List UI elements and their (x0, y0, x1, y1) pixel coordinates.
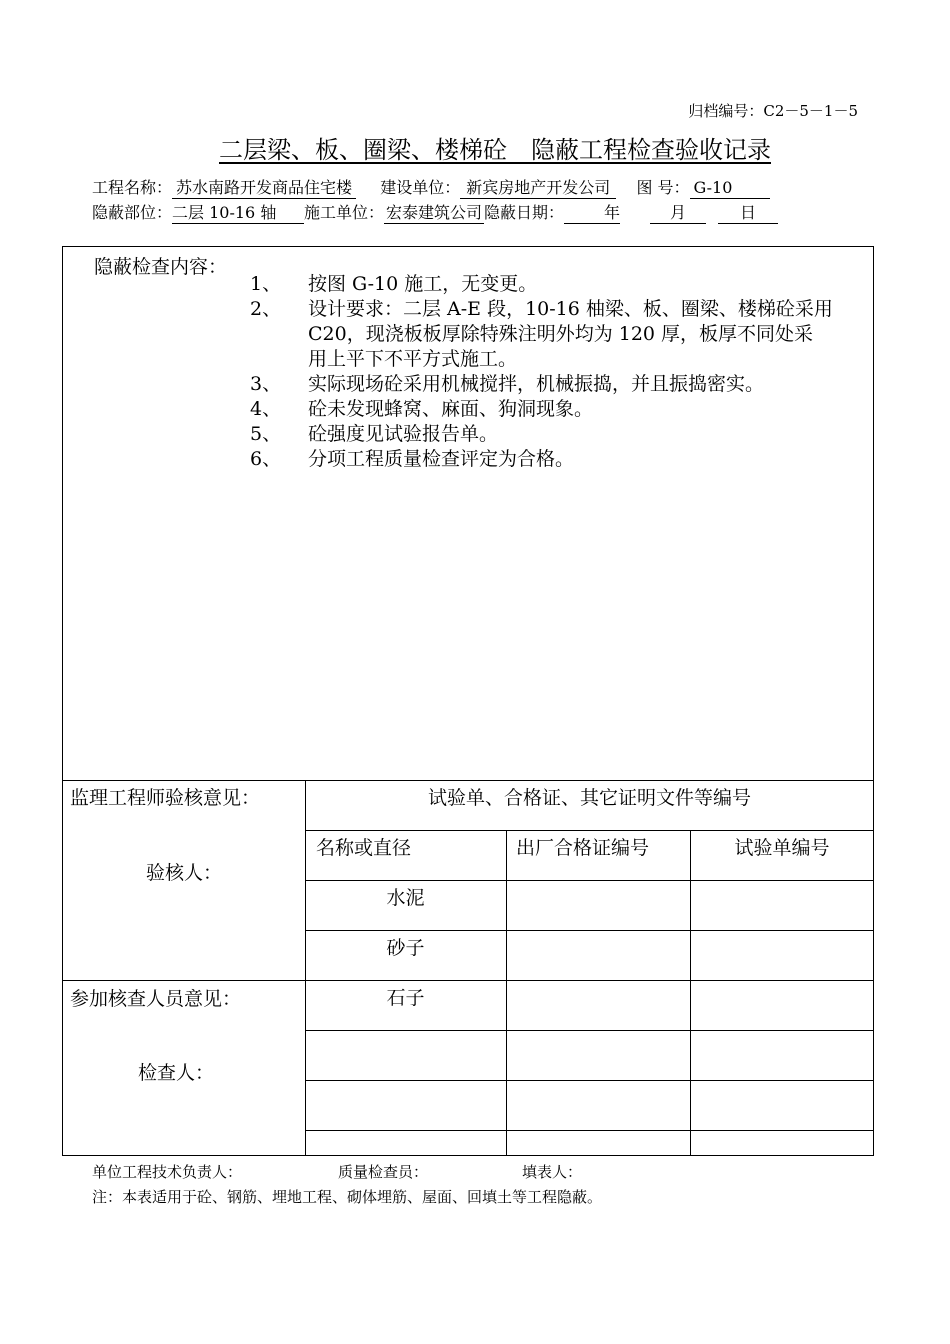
inspector-label: 检查人： (138, 1062, 215, 1084)
right-row-line-2 (305, 880, 874, 881)
content-item-2 (250, 297, 833, 372)
item-number: 5、 (250, 423, 282, 445)
archive-number: 归档编号：C2－5－1－5 (688, 102, 858, 120)
supervisor-opinion-label: 监理工程师验核意见： (70, 787, 261, 809)
right-row-line-5 (305, 1030, 874, 1031)
item-number: 3、 (250, 373, 282, 395)
item-number: 4、 (250, 398, 282, 420)
date-month: 月 (650, 203, 706, 224)
right-row-line-6 (305, 1080, 874, 1081)
right-row-line-7 (305, 1130, 874, 1131)
right-row-line-4 (305, 980, 874, 981)
content-item-3 (250, 372, 764, 397)
date-day: 日 (718, 203, 778, 224)
left-section-divider (62, 980, 305, 981)
info-row-1 (92, 175, 770, 199)
drawing-label: 图 号： (636, 178, 690, 197)
project-name-value: 苏水南路开发商品住宅楼 (172, 178, 356, 199)
part-value: 二层 10-16 轴 (172, 203, 304, 224)
quality-inspector-label: 质量检查员： (338, 1163, 429, 1181)
builder-value: 新宾房地产开发公司 (460, 178, 616, 199)
content-item-6 (250, 447, 574, 472)
verifier-label: 验核人： (146, 862, 223, 884)
right-row-line-1 (305, 830, 874, 831)
footnote: 注：本表适用于砼、钢筋、埋地工程、砌体埋筋、屋面、回填土等工程隐蔽。 (92, 1188, 603, 1206)
date-year: 年 (564, 203, 620, 224)
row-cement: 水泥 (386, 887, 425, 909)
date-label: 隐蔽日期： (484, 203, 565, 222)
project-name-label: 工程名称： (92, 178, 173, 197)
content-item-5 (250, 422, 498, 447)
page-title (0, 130, 950, 165)
column-test-no: 试验单编号 (734, 837, 830, 859)
item-line: 砼强度见试验报告单。 (308, 423, 499, 445)
column-certificate-no: 出厂合格证编号 (516, 837, 650, 859)
item-number: 2、 (250, 298, 282, 320)
item-line: 分项工程质量检查评定为合格。 (308, 448, 575, 470)
content-divider (62, 780, 874, 781)
filler-label: 填表人： (522, 1163, 583, 1181)
item-line: C20，现浇板板厚除特殊注明外均为 120 厚，板厚不同处采 (308, 323, 814, 345)
right-col-line-2 (690, 830, 691, 1156)
content-label: 隐蔽检查内容： (94, 256, 228, 278)
item-number: 1、 (250, 273, 282, 295)
tech-lead-label: 单位工程技术负责人： (92, 1163, 243, 1181)
row-sand: 砂子 (386, 937, 425, 959)
item-line: 砼未发现蜂窝、麻面、狗洞现象。 (308, 398, 594, 420)
item-number: 6、 (250, 448, 282, 470)
item-line: 设计要求：二层 A-E 段，10-16 柚梁、板、圈梁、楼梯砼采用 (308, 298, 833, 320)
content-item-4 (250, 397, 593, 422)
info-row-2 (92, 200, 778, 224)
lower-vertical-divider (305, 780, 306, 1156)
column-name: 名称或直径 (316, 837, 412, 859)
documents-header: 试验单、合格证、其它证明文件等编号 (427, 787, 751, 809)
right-row-line-3 (305, 930, 874, 931)
builder-label: 建设单位： (380, 178, 461, 197)
content-item-1 (250, 272, 537, 297)
contractor-label: 施工单位： (304, 203, 385, 222)
item-line: 按图 G-10 施工，无变更。 (308, 273, 538, 295)
row-stone: 石子 (386, 987, 425, 1009)
drawing-value: G-10 (690, 178, 770, 199)
item-line: 用上平下不平方式施工。 (308, 348, 518, 370)
contractor-value: 宏泰建筑公司 (386, 203, 483, 222)
item-line: 实际现场砼采用机械搅拌，机械振捣，并且振捣密实。 (308, 373, 765, 395)
right-col-line-1 (506, 830, 507, 1156)
participant-opinion-label: 参加核查人员意见： (70, 988, 242, 1010)
part-label: 隐蔽部位： (92, 203, 173, 222)
page-title-text: 二层梁、板、圈梁、楼梯砼 隐蔽工程检查验收记录 (219, 136, 771, 164)
